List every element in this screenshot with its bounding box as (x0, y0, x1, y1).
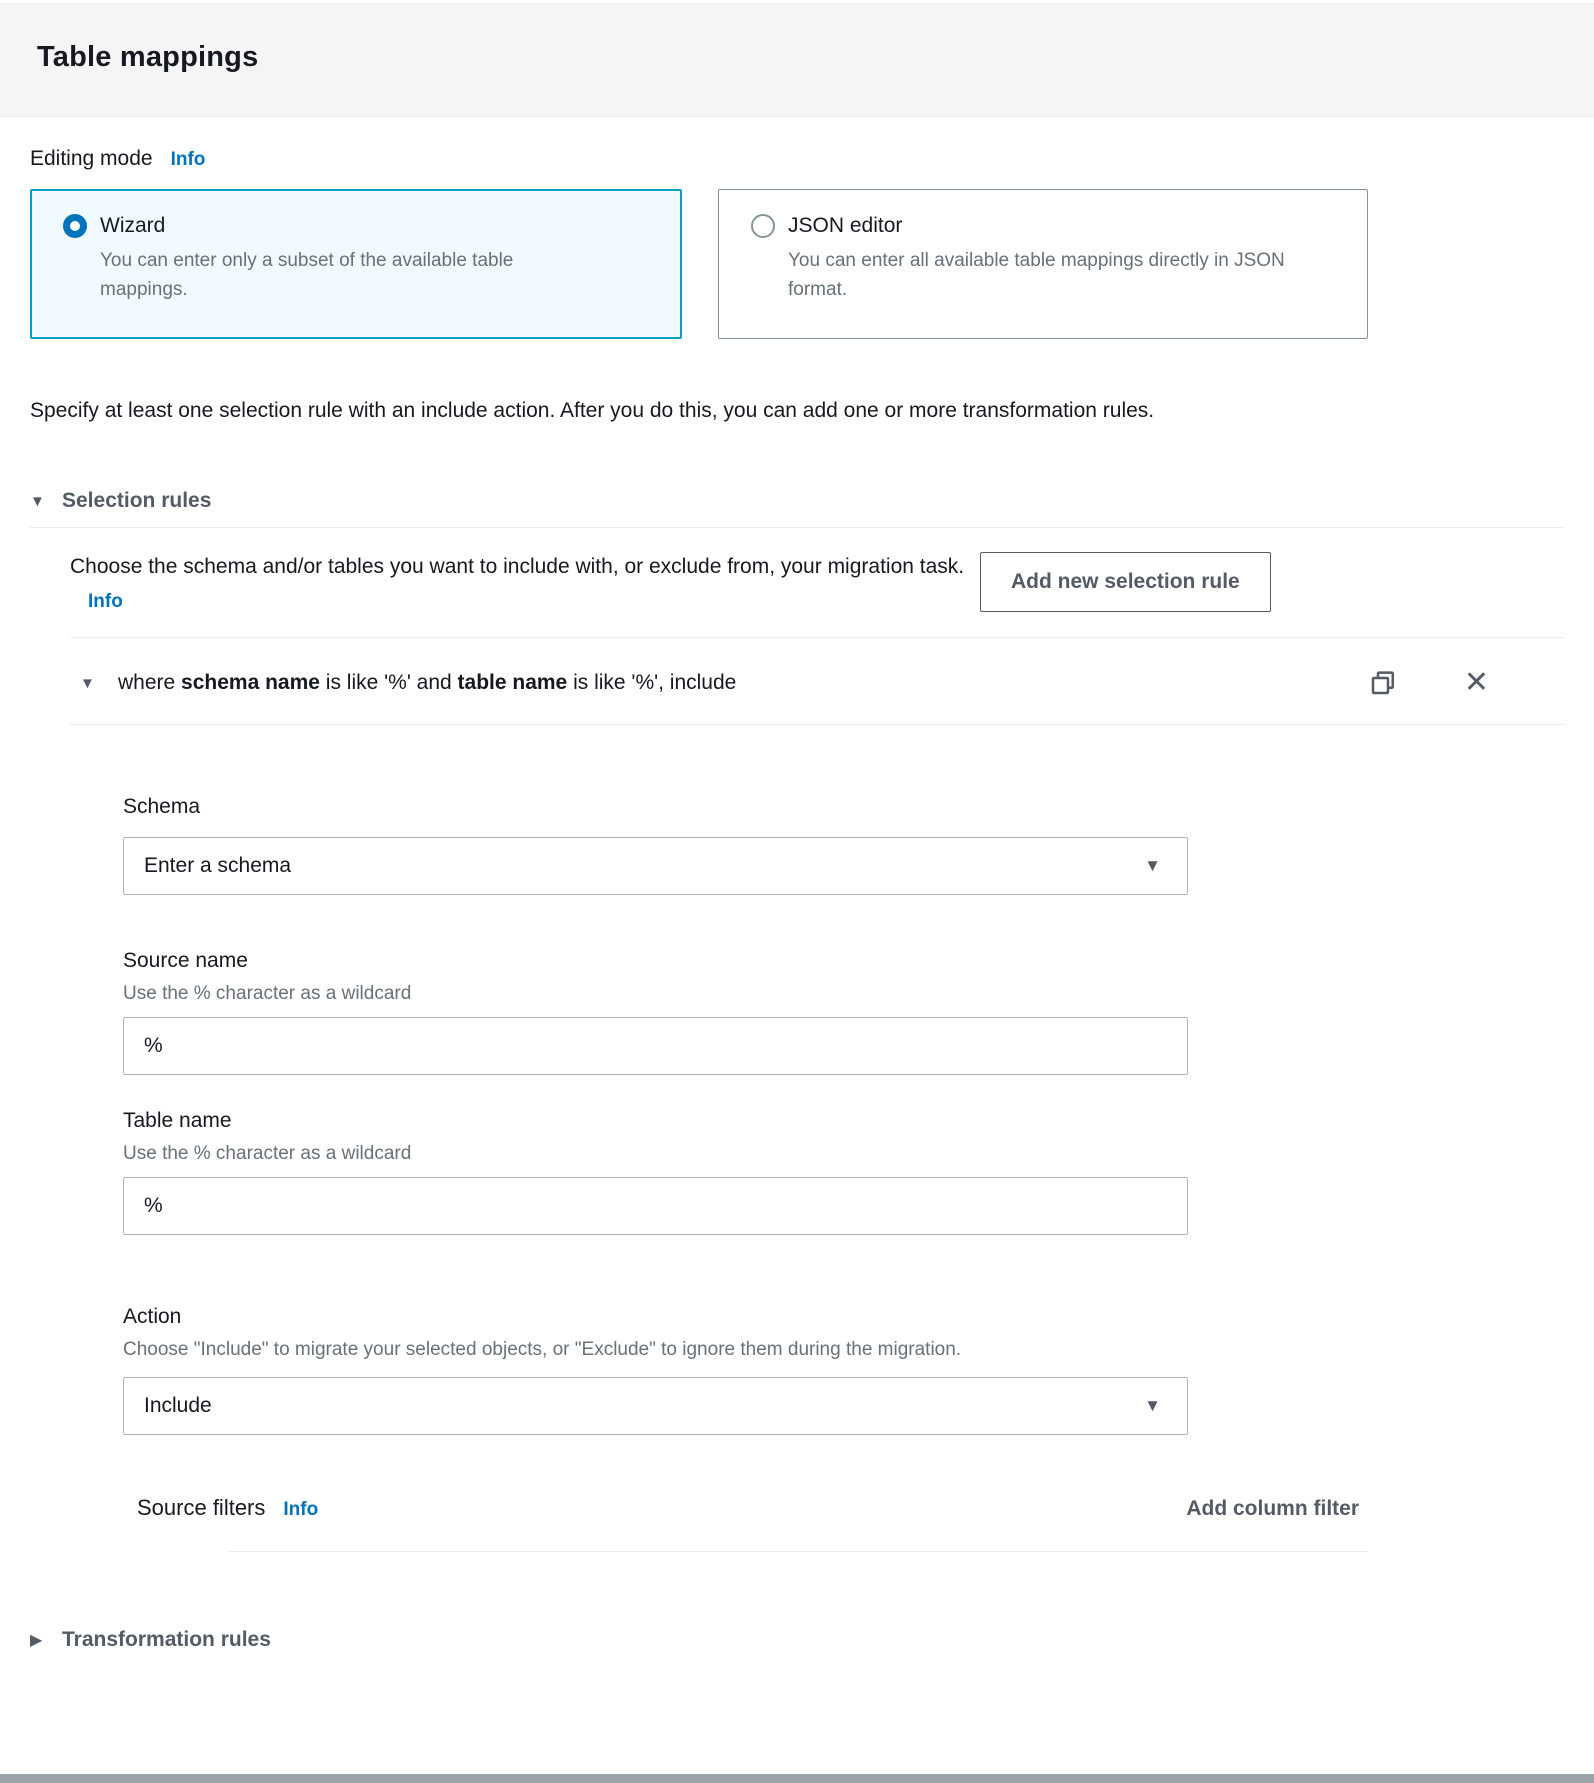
close-icon: ✕ (1463, 666, 1489, 699)
json-editor-description: You can enter all available table mappings directly in JSON format. (788, 250, 1285, 300)
tile-json-editor[interactable] (718, 189, 1368, 339)
tile-json-editor-head (751, 214, 1327, 238)
tile-wizard[interactable] (30, 189, 682, 339)
duplicate-rule-button[interactable] (1368, 668, 1398, 698)
schema-select-value: Enter a schema (144, 854, 292, 877)
remove-rule-button[interactable] (1464, 668, 1489, 698)
wizard-radio[interactable] (63, 214, 87, 238)
source-filters-row (30, 1495, 1564, 1521)
table-name-helper: Use the % character as a wildcard (123, 1143, 412, 1164)
selection-rule-header (30, 668, 1564, 698)
chevron-down-icon: ▼ (30, 492, 45, 510)
chevron-right-icon: ▶ (30, 1632, 43, 1649)
schema-label: Schema (123, 795, 201, 818)
divider (70, 637, 1564, 638)
action-label: Action (123, 1305, 182, 1328)
selection-rule-summary: where schema name is like '%' and table name is like '%', include (118, 671, 737, 694)
selection-rules-intro: Specify at least one selection rule with an include action. After you do this, you can add one or more transformation rules. (30, 399, 1155, 422)
wizard-label: Wizard (100, 214, 166, 237)
source-filters-info-link[interactable]: Info (283, 1499, 319, 1520)
add-new-selection-rule-button[interactable]: Add new selection rule (980, 552, 1271, 612)
source-filters-label: Source filters (137, 1495, 266, 1520)
table-name-field-group (123, 1109, 1564, 1235)
copy-icon (1368, 668, 1398, 698)
page-title: Table mappings (37, 41, 259, 73)
json-editor-label: JSON editor (788, 214, 903, 237)
selection-rule-actions (1368, 668, 1489, 698)
transformation-rules-section-toggle[interactable] (30, 1628, 1564, 1652)
wizard-description: You can enter only a subset of the available table mappings. (100, 250, 514, 300)
action-field-group (123, 1305, 1564, 1435)
selection-rules-section-toggle[interactable] (30, 489, 1564, 513)
action-select[interactable] (123, 1377, 1188, 1435)
tile-wizard-head (63, 214, 641, 238)
editing-mode-label: Editing mode (30, 147, 153, 170)
schema-field-group (123, 795, 1564, 895)
editing-mode-info-link[interactable]: Info (170, 149, 206, 170)
selection-rules-description: Choose the schema and/or tables you want to include with, or exclude from, your migration task. Info (70, 555, 965, 612)
selection-rule-form (30, 795, 1564, 1435)
page-header (0, 3, 1594, 117)
source-name-label: Source name (123, 949, 248, 972)
table-mappings-panel (0, 147, 1594, 1652)
editing-mode-row (30, 147, 1564, 171)
divider (70, 724, 1564, 725)
selection-rules-title: Selection rules (62, 489, 212, 512)
bottom-band (0, 1774, 1594, 1783)
divider (228, 1551, 1368, 1552)
chevron-down-icon[interactable]: ▼ (80, 674, 95, 692)
action-select-value: Include (144, 1394, 212, 1417)
chevron-down-icon: ▼ (1144, 1396, 1161, 1415)
add-column-filter-link[interactable]: Add column filter (1186, 1497, 1359, 1520)
selection-rules-info-link[interactable]: Info (88, 591, 123, 612)
source-name-helper: Use the % character as a wildcard (123, 983, 412, 1004)
table-name-label: Table name (123, 1109, 232, 1132)
schema-select[interactable] (123, 837, 1188, 895)
table-name-input[interactable] (123, 1177, 1188, 1235)
source-name-input[interactable] (123, 1017, 1188, 1075)
source-name-field-group (123, 949, 1564, 1075)
selection-rules-description-row (30, 528, 1564, 619)
chevron-down-icon: ▼ (1144, 856, 1161, 875)
action-helper: Choose "Include" to migrate your selected objects, or "Exclude" to ignore them during the migration. (123, 1339, 962, 1360)
editing-mode-tiles (30, 189, 1564, 339)
json-editor-radio[interactable] (751, 214, 775, 238)
transformation-rules-title: Transformation rules (62, 1628, 271, 1651)
